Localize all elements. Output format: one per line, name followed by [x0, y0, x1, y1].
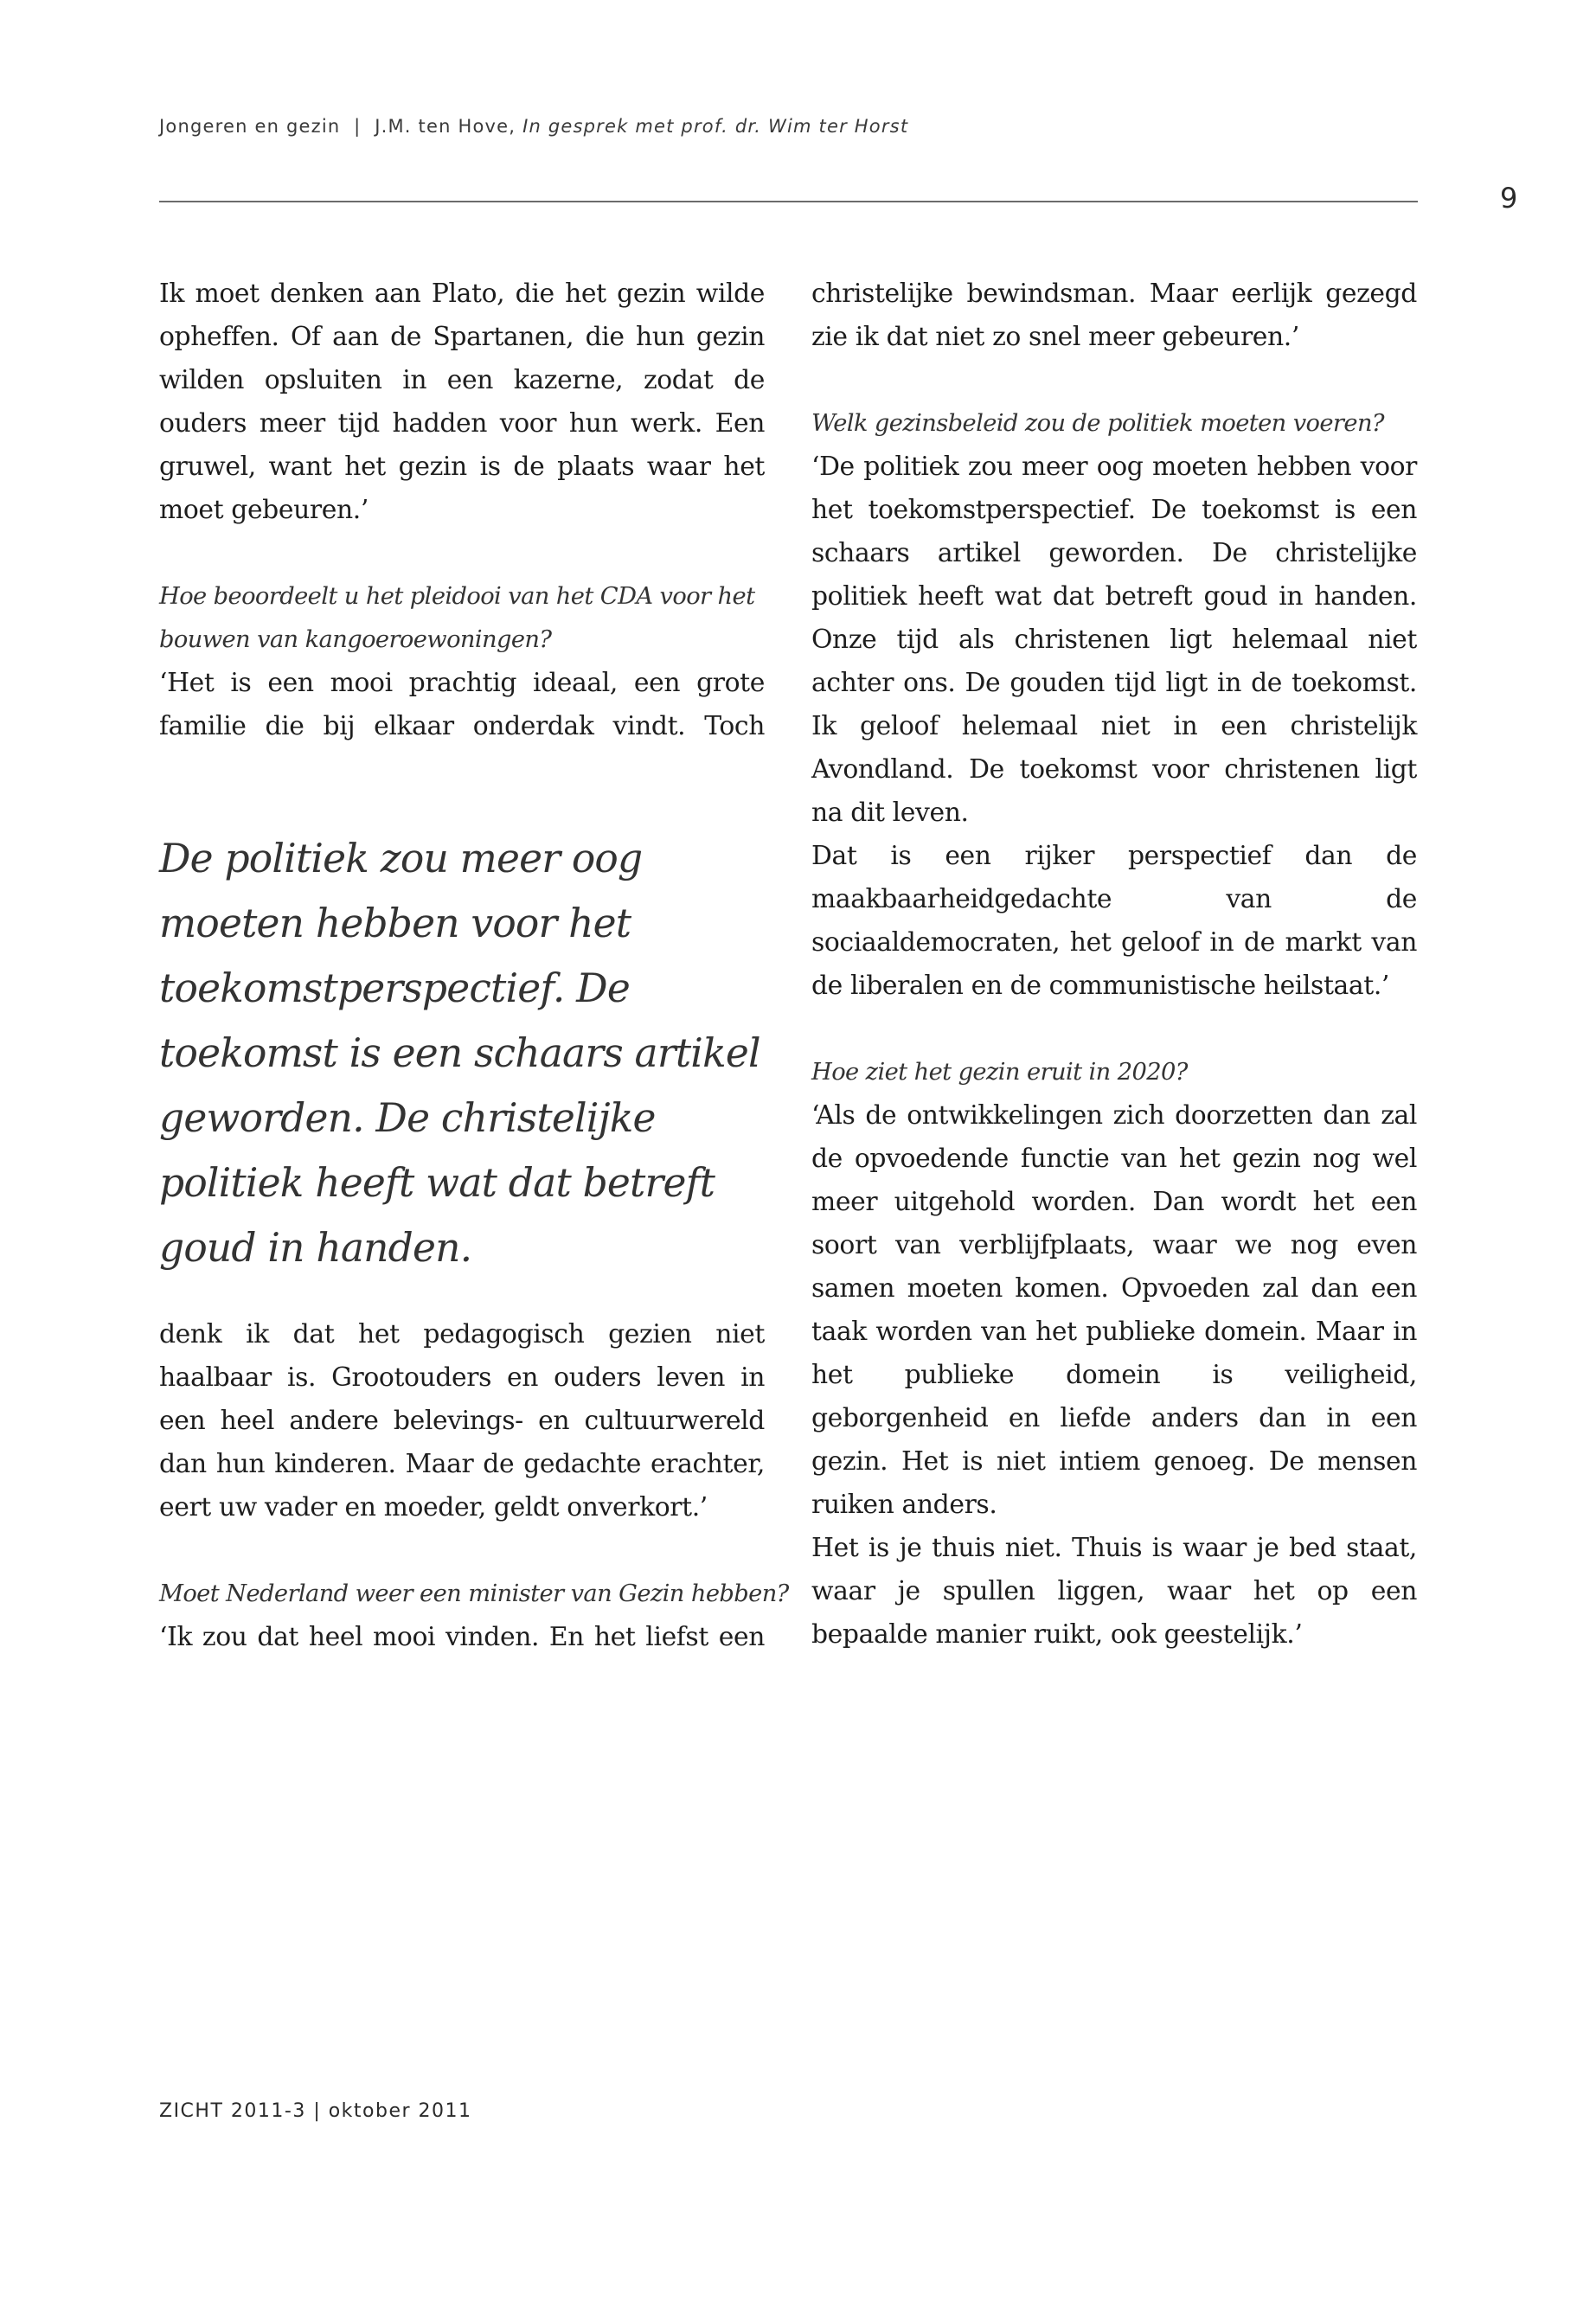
right-column — [811, 272, 1417, 1657]
footer: ZICHT 2011-3 | oktober 2011 — [159, 2100, 472, 2122]
answer-gezin-2020-continued: Het is je thuis niet. Thuis is waar je bed staat, waar je spullen liggen, waar het op een bepaalde manier ruikt, ook geestelijk.’ — [811, 1533, 1417, 1650]
answer-kangoeroewoningen-continued: denk ik dat het pedagogisch gezien niet haalbaar is. Grootouders en ouders leven in een heel andere belevings- en cultuurwereld dan hun kinderen. Maar de gedachte erachter, eert uw vader en moeder, geldt onverkort.’ — [159, 1319, 765, 1522]
running-head-author: J.M. ten Hove, — [375, 116, 516, 137]
running-head-separator: | — [354, 116, 362, 137]
question-gezin-2020: Hoe ziet het gezin eruit in 2020? — [811, 1059, 1188, 1086]
page-number: 9 — [1500, 182, 1518, 215]
left-column-top — [159, 272, 765, 748]
question-minister-van-gezin: Moet Nederland weer een minister van Gezin hebben? — [159, 1580, 789, 1607]
answer-minister-van-gezin-continued: christelijke bewindsman. Maar eerlijk gezegd zie ik dat niet zo snel meer gebeuren.’ — [811, 279, 1417, 352]
answer-kangoeroewoningen: ‘Het is een mooi prachtig ideaal, een grote familie die bij elkaar onderdak vindt. Toch — [159, 668, 765, 741]
pull-quote: De politiek zou meer oog moeten hebben voor het toekomstperspectief. De toekomst is een schaars artikel geworden. De christelijke politiek heeft wat dat betreft goud in handen. — [159, 836, 760, 1271]
running-head-title: In gesprek met prof. dr. Wim ter Horst — [522, 116, 909, 137]
header-rule — [159, 201, 1418, 202]
running-head — [159, 116, 908, 137]
answer-gezinsbeleid-continued: Dat is een rijker perspectief dan de maakbaarheidgedachte van de sociaaldemocraten, het geloof in de markt van de liberalen en de communistische heilstaat.’ — [811, 841, 1417, 1001]
running-head-section: Jongeren en gezin — [159, 116, 341, 137]
left-column-bottom — [159, 1313, 789, 1659]
paragraph-plato: Ik moet denken aan Plato, die het gezin wilde opheffen. Of aan de Spartanen, die hun gezin wilden opsluiten in een kazerne, zodat de ouders meer tijd hadden voor hun werk. Een gruwel, want het gezin is de plaats waar het moet gebeuren.’ — [159, 279, 765, 525]
question-kangoeroewoningen-line-1: Hoe beoordeelt u het pleidooi van het CDA voor het — [159, 583, 755, 610]
answer-minister-van-gezin: ‘Ik zou dat heel mooi vinden. En het liefst een — [159, 1622, 765, 1652]
question-kangoeroewoningen-line-2: bouwen van kangoeroewoningen? — [159, 626, 552, 653]
question-gezinsbeleid: Welk gezinsbeleid zou de politiek moeten voeren? — [811, 410, 1384, 437]
answer-gezin-2020: ‘Als de ontwikkelingen zich doorzetten dan zal de opvoedende functie van het gezin nog wel meer uitgehold worden. Dan wordt het een soort van verblijfplaats, waar we nog even samen moeten komen. Opvoeden zal dan een taak worden van het publieke domein. Maar in het publieke domein is veiligheid, geborgenheid en liefde anders dan in een gezin. Het is niet intiem genoeg. De mensen ruiken anders. — [811, 1100, 1417, 1520]
answer-gezinsbeleid: ‘De politiek zou meer oog moeten hebben voor het toekomstperspectief. De toekomst is een schaars artikel geworden. De christelijke politiek heeft wat dat betreft goud in handen. Onze tijd als christenen ligt helemaal niet achter ons. De gouden tijd ligt in de toekomst. Ik geloof helemaal niet in een christelijk Avondland. De toekomst voor christenen ligt na dit leven. — [811, 452, 1417, 828]
